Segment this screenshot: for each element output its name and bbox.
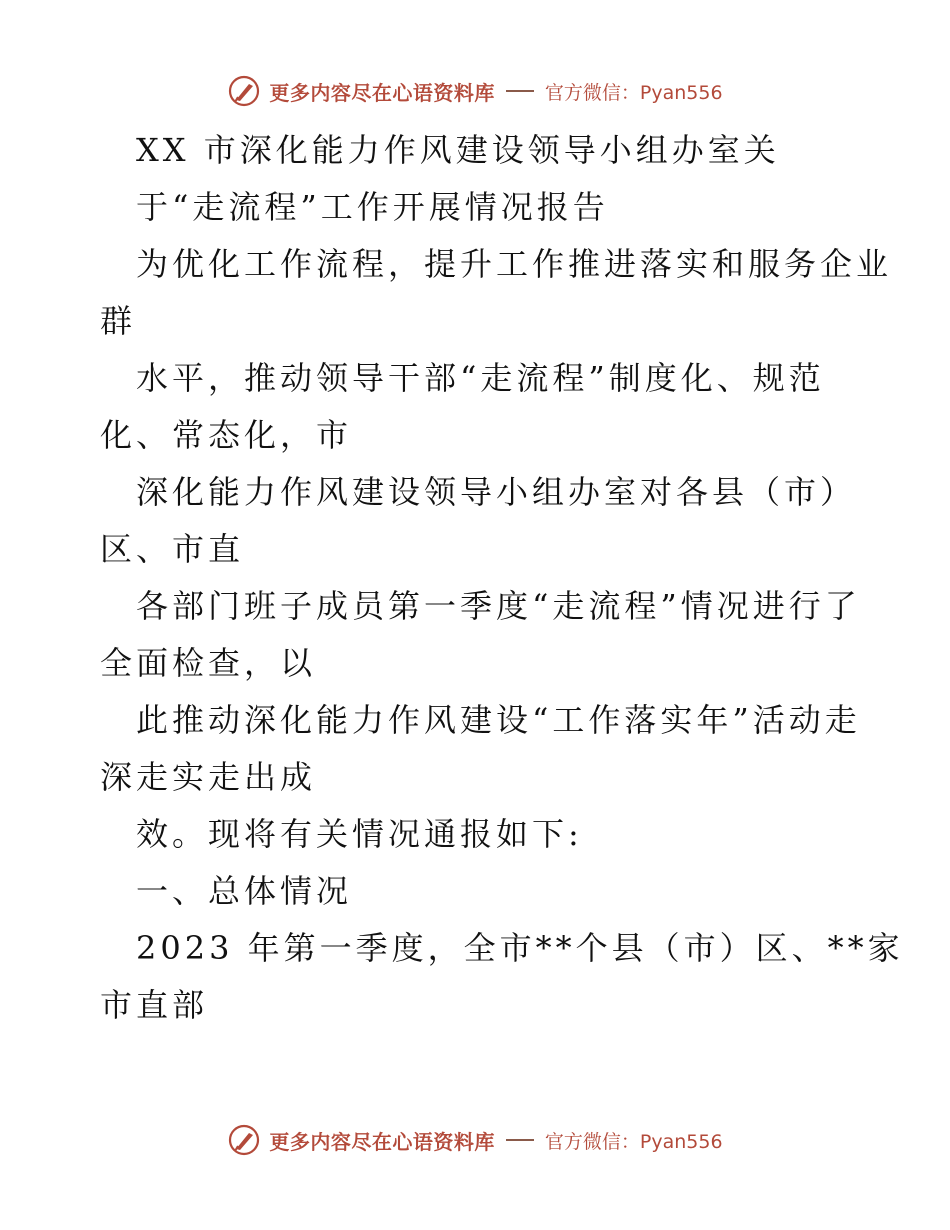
paragraph-line: 2023 年第一季度，全市**个县（市）区、**家: [136, 929, 904, 967]
paragraph-line: 效。现将有关情况通报如下:: [136, 815, 583, 853]
paragraph-line: 全面检查，以: [100, 644, 317, 682]
footer-watermark: [0, 1120, 950, 1160]
document-body: [100, 122, 904, 1034]
watermark-title: 更多内容尽在心语资料库: [269, 80, 495, 105]
watermark-dash: [506, 1139, 534, 1141]
paragraph-line: 为优化工作流程，提升工作推进落实和服务企业: [136, 245, 893, 283]
paragraph-line: 群: [100, 302, 137, 340]
watermark-contact: 官方微信：Pyan556: [544, 1130, 723, 1153]
section-heading: 一、总体情况: [136, 872, 353, 910]
paragraph-line: 市直部: [100, 986, 209, 1024]
watermark-dash: [506, 90, 534, 92]
title-line-2: 于“走流程”工作开展情况报告: [136, 188, 609, 226]
paragraph-line: 化、常态化，市: [100, 416, 353, 454]
quill-pen-logo-icon: [227, 74, 261, 108]
paragraph-line: 此推动深化能力作风建设“工作落实年”活动走: [136, 701, 861, 739]
paragraph-line: 深走实走出成: [100, 758, 317, 796]
quill-pen-logo-icon: [227, 1123, 261, 1157]
paragraph-line: 各部门班子成员第一季度“走流程”情况进行了: [136, 587, 861, 625]
title-line-1: XX 市深化能力作风建设领导小组办室关: [136, 131, 780, 169]
paragraph-line: 区、市直: [100, 530, 245, 568]
watermark-title: 更多内容尽在心语资料库: [269, 1129, 495, 1154]
header-watermark: [0, 71, 950, 111]
paragraph-line: 深化能力作风建设领导小组办室对各县（市）: [136, 473, 857, 511]
watermark-contact: 官方微信：Pyan556: [544, 81, 723, 104]
paragraph-line: 水平，推动领导干部“走流程”制度化、规范: [136, 359, 825, 397]
